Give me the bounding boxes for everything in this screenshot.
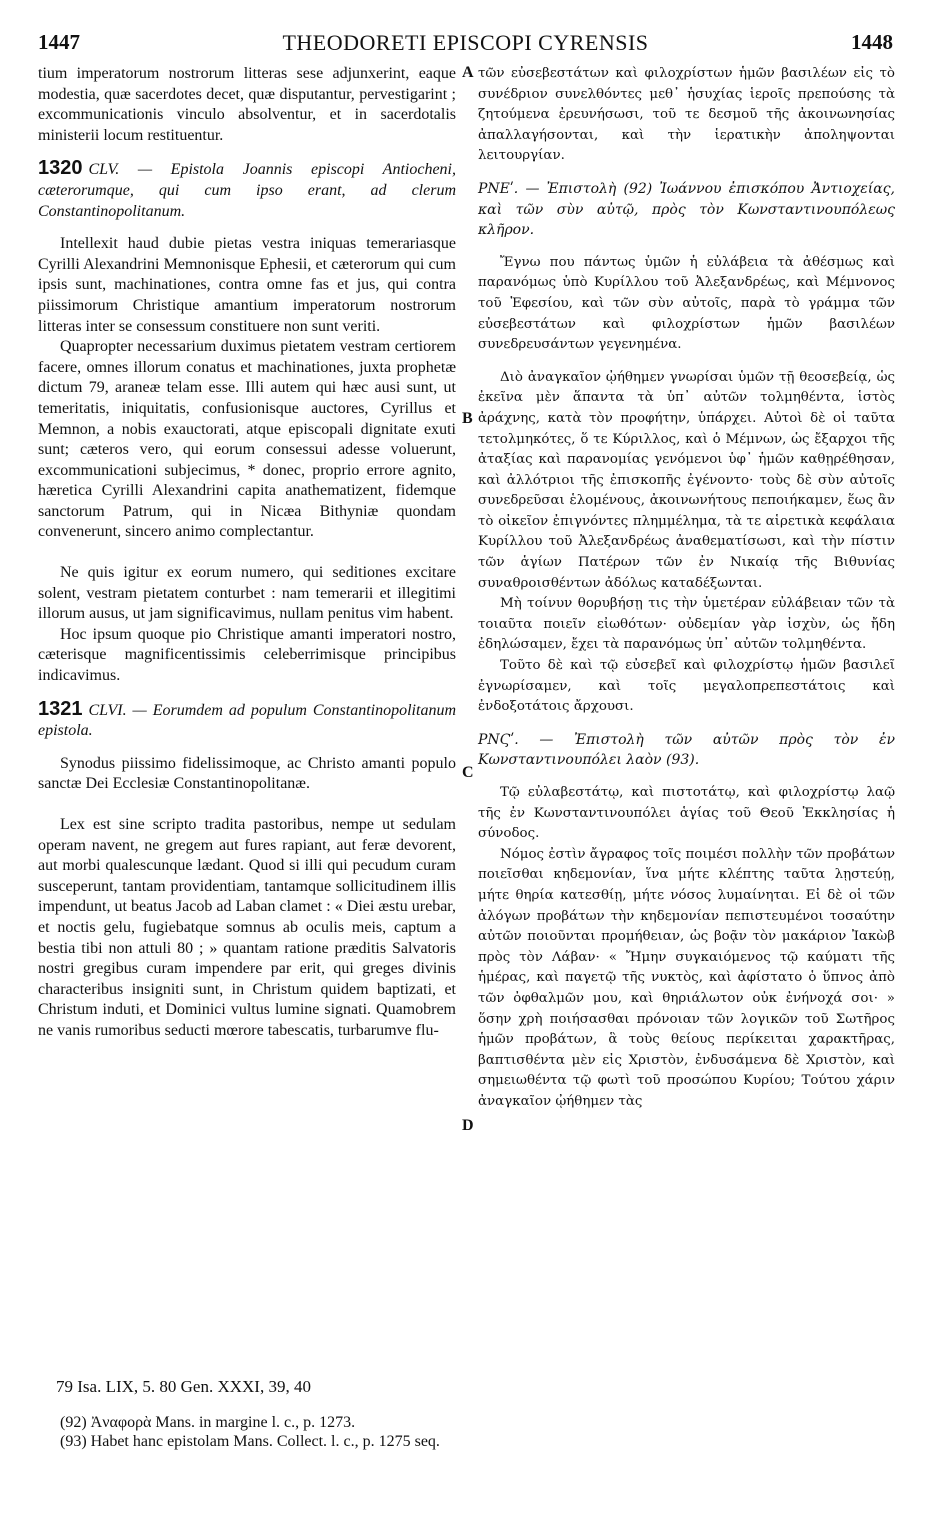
greek-paragraph: Τοῦτο δὲ καὶ τῷ εὐσεβεῖ καὶ φιλοχρίστῳ ἡμῶν βασιλεῖ ἐγνωρίσαμεν, καὶ τοῖς μεγαλοπρεπεστάτοις καὶ ἐνδοξοτάτοις ἄρχουσι. <box>478 658 895 715</box>
section-heading-1321 <box>38 699 456 742</box>
section-number: 1320 <box>38 157 83 180</box>
latin-paragraph: Intellexit haud dubie pietas vestra iniquas temerariasque Cyrilli Alexandrini Memnonisque Ephesii, et cæterorum qui cum ipsis sunt, machinationes, contra omne fas et jus, qui contra piissimorum Christique amantium imperatorum nostrorum litteras inter se consessum constituere non sunt veriti. <box>38 235 456 335</box>
greek-column <box>478 64 895 1113</box>
greek-section-heading-2: ΡΝϚʹ. — Ἐπιστολὴ τῶν αὐτῶν πρὸς τὸν ἐν Κωνσταντινουπόλει λαὸν (93). <box>478 731 895 769</box>
greek-section-heading-1: ΡΝΕʹ. — Ἐπιστολὴ (92) Ἰωάννου ἐπισκόπου Ἀντιοχείας, καὶ τῶν σὺν αὐτῷ, πρὸς τὸν Κωνσταντινουπόλεως κλῆρον. <box>478 180 895 239</box>
scripture-footnotes: 79 Isa. LIX, 5. 80 Gen. XXXI, 39, 40 <box>56 1377 311 1396</box>
greek-paragraph: Μὴ τοίνυν θορυβήσῃ τις τὴν ὑμετέραν εὐλάβειαν τῶν τὰ τοιαῦτα ποιεῖν εἰωθότων· οὐδεμίαν γὰρ ἰσχὺν, ὡς ἤδη ἐδηλώσαμεν, ἔχει τὰ παρανόμως ὑπ᾽ αὐτῶν τολμηθέντα. <box>478 596 895 653</box>
greek-paragraph: Τῷ εὐλαβεστάτῳ, καὶ πιστοτάτῳ, καὶ φιλοχρίστῳ λαῷ τῆς ἐν Κωνσταντινουπόλει ἁγίας τοῦ Θεοῦ Ἐκκλησίας ἡ σύνοδος. <box>478 785 895 842</box>
greek-paragraph: Διὸ ἀναγκαῖον ᾠήθημεν γνωρίσαι ὑμῶν τῇ θεοσεβείᾳ, ὡς ἐκεῖνα μὲν ἅπαντα τὰ ὑπ᾽ αὐτῶν τολμηθέντα, ἱστὸς ἀράχνης, κατὰ τὸν προφήτην, ὑπάρχει. Αὐτοὶ δὲ οἱ ταῦτα τετολμηκότες, ὅ τε Κύριλλος, καὶ ὁ Μέμνων, ὡς ἔξαρχοι τῆς ἀταξίας καὶ παρανομίας γενόμενοι ὑφ᾽ ἡμῶν καθῃρέθησαν, καὶ ἀλλότριοι τῆς ἐπισκοπῆς ἐγένοντο· τοὺς δὲ σὺν αὐτοῖς συνεδρεῦσαι ἑλομένους, ἀκοινωνήτους πεποιήκαμεν, ἕως ἂν τὸ οἰκεῖον ἐπιγνόντες πλημμέλημα, τὰ τε αἱρετικὰ κεφάλαια Κυρίλλου τοῦ Ἀλεξανδρέως ἀναθεματίσωσι, καὶ τὴν πίστιν τῶν ἁγίων Πατέρων τῶν ἐν Νικαίᾳ τῆς Βιθυνίας συναθροισθέντων ἀδόλως καταδέξωνται. <box>478 369 895 591</box>
section-number: 1321 <box>38 697 83 720</box>
latin-paragraph: Ne quis igitur ex eorum numero, qui seditiones excitare solent, vestram pietatem conturbet : nam temerarii et illegitimi illorum ausus, ut jam significavimus, nullam penitus vim habent. <box>38 564 456 623</box>
margin-marker-c: C <box>462 764 474 781</box>
latin-paragraph: Lex est sine scripto tradita pastoribus, nempe ut sedulam operam navent, ne gregem aut fures rapiant, aut feræ devorent, aut morbi qualescunque lædant. Quod si illi qui pecudum curam susceperunt, tantam providentiam, tantamque sollicitudinem illis impendunt, ut beatus Jacob ad Laban clamet : « Diei æstu urebar, et noctis gelu, fugiebatque somnus ab oculis meis, captum a bestia tibi non attuli 80 ; » quantam ratione præditis Salvatoris nostri gregibus curam impendere par erit, qui greges divinis characteribus insigniti sunt, in Christum quidem baptizati, et Christum induti, et Dominici vultus lumine signati. Quamobrem ne vanis rumoribus seducti mœrore tabescatis, turbarumve flu- <box>38 816 456 1039</box>
section-title: CLVI. — Eorumdem ad populum Constantinopolitanum epistola. <box>38 701 456 740</box>
section-title: CLV. — Epistola Joannis episcopi Antiocheni, cæterorumque, qui cum ipso erant, ad clerum Constantinopolitanum. <box>38 161 456 220</box>
margin-marker-d: D <box>462 1117 474 1134</box>
page-number-right: 1448 <box>851 30 893 54</box>
section-heading-1320 <box>38 158 456 222</box>
editorial-footnotes <box>60 1413 440 1451</box>
page-header <box>38 30 893 60</box>
page-number-left: 1447 <box>38 30 80 54</box>
latin-paragraph: tium imperatorum nostrorum litteras sese adjunxerint, eaque modestia, quæ sacerdotes decet, quæ disputantur, pervestigarint ; excommunicationis vinculo absolventur, et in sacerdotalis ministerii locum restituentur. <box>38 65 456 144</box>
greek-paragraph: Ἔγνω που πάντως ὑμῶν ἡ εὐλάβεια τὰ ἀθέσμως καὶ παρανόμως ὑπὸ Κυρίλλου τοῦ Ἀλεξανδρέως, καὶ Μέμνονος τοῦ Ἐφεσίου, καὶ τῶν σὺν αὐτοῖς, παρὰ τὸ γράμμα τῶν εὐσεβεστάτων καὶ φιλοχρίστων ἡμῶν βασιλέων συνεδρευσάντων γεγενημένα. <box>478 254 895 353</box>
margin-marker-b: B <box>462 410 473 427</box>
greek-paragraph: τῶν εὐσεβεστάτων καὶ φιλοχρίστων ἡμῶν βασιλέων εἰς τὸ συνέδριον συνελθόντες μεθ᾽ ἡσυχίας ἱεροῖς πρεπούσης τὰ ζητούμενα ἐρευνήσωσι, τοῦ τε δεσμοῦ τῆς ἀκοινωνησίας ἀπαλλαγήσονται, καὶ τὴν ἱερατικὴν ἀποληψονται λειτουργίαν. <box>478 66 895 164</box>
latin-paragraph: Hoc ipsum quoque pio Christique amanti imperatori nostro, cæterisque magnificentissimis celeberrimisque principibus indicavimus. <box>38 625 456 685</box>
margin-marker-a: A <box>462 64 474 81</box>
footnote-93: (93) Habet hanc epistolam Mans. Collect. l. c., p. 1275 seq. <box>60 1433 440 1450</box>
greek-paragraph: Νόμος ἐστὶν ἄγραφος τοῖς ποιμέσι πολλὴν τῶν προβάτων ποιεῖσθαι κηδεμονίαν, ἵνα μήτε κλέπτης ταῦτα λῃστεύῃ, μήτε θηρία κατεσθίῃ, μήτε νόσος λυμαίνηται. Εἰ δὲ οἱ τῶν ἀλόγων προβάτων τὴν κηδεμονίαν πεπιστευμένοι τοσαύτην αὐτῶν ποιοῦνται προμήθειαν, ὡς βοᾷν τὸν μακάριον Ἰακὼβ πρὸς τὸν Λάβαν· « Ἤμην συγκαιόμενος τῷ καύματι τῆς ἡμέρας, καὶ παγετῷ τῆς νυκτὸς, καὶ ἀφίστατο ὁ ὕπνος ἀπὸ τῶν ὀφθαλμῶν μου, καὶ θηριάλωτον οὐκ ἐνήνοχά σοι· » ὅσην χρὴ ποιήσασθαι πρόνοιαν τῶν λογικῶν τοῦ Σωτῆρος ἡμῶν προβάτων, ἃ τοὺς θείους περίκειται χαρακτῆρας, βαπτισθέντα μὲν εἰς Χριστὸν, ἐνδυσάμενα δὲ Χριστὸν, καὶ σημειωθέντα τῷ φωτὶ τοῦ προσώπου Κυρίου; Τούτου χάριν ἀναγκαῖον ᾠήθημεν τὰς <box>478 846 895 1109</box>
running-title: THEODORETI EPISCOPI CYRENSIS <box>282 30 649 55</box>
latin-paragraph: Quapropter necessarium duximus pietatem vestram certiorem facere, omnes illorum conatus et machinationes, juxta prophetæ dictum 79, araneæ telam esse. Illi autem qui hæc ausi sunt, ut temeritatis, iniquitatis, confusionisque auctores, Cyrillus et Memnon, a nobis exauctorati, atque episcopali dignitate exuti sunt; cæteros vero, qui eorum consessui adesse voluerunt, excommunicationi subjecimus, * donec, proprio errore agnito, hæretica Cyrilli Alexandrini capita anathematizent, fidemque sanctorum Patrum, qui in Nicæa Bithyniæ quondam convenerunt, sincero animo complectantur. <box>38 338 456 541</box>
latin-column <box>38 64 456 1042</box>
latin-paragraph: Synodus piissimo fidelissimoque, ac Christo amanti populo sanctæ Dei Ecclesiæ Constantinopolitanæ. <box>38 754 456 793</box>
footnote-92: (92) Ἀναφορὰ Mans. in margine l. c., p. 1273. <box>60 1414 356 1431</box>
